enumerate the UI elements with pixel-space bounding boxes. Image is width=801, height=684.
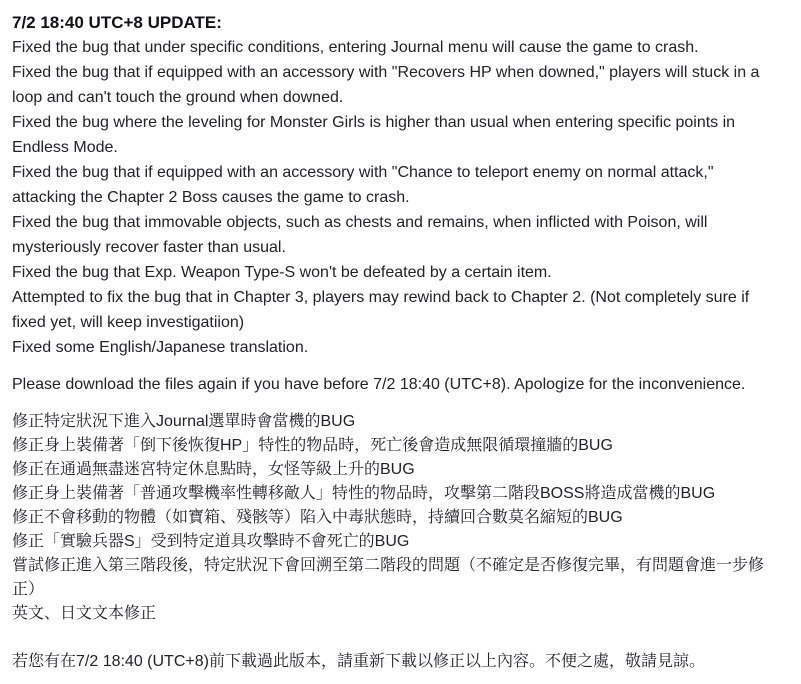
update-note-en-1: Fixed the bug that under specific conditions, entering Journal menu will cause the game to crash. [12,39,699,56]
update-title: 7/2 18:40 UTC+8 UPDATE: [12,13,222,32]
update-note-zh-4: 修正身上裝備著「普通攻擊機率性轉移敵人」特性的物品時，攻擊第二階段BOSS將造成當機的BUG [12,485,716,502]
update-note-en-5: Fixed the bug that immovable objects, such as chests and remains, when inflicted with Poison, will mysteriously recover faster than usual. [12,214,708,256]
chinese-notes-section [12,410,777,626]
update-note-zh-3: 修正在通過無盡迷宮特定休息點時，女怪等級上升的BUG [12,461,415,478]
update-note-zh-7: 嘗試修正進入第三階段後，特定狀況下會回溯至第二階段的問題（不確定是否修復完畢，有問題會進一步修正） [12,557,765,598]
redownload-note-en: Please download the files again if you have before 7/2 18:40 (UTC+8). Apologize for the inconvenience. [12,376,746,393]
update-note-en-7: Attempted to fix the bug that in Chapter 3, players may rewind back to Chapter 2. (Not completely sure if fixed yet, will keep investigatiion) [12,289,750,331]
update-note-en-3: Fixed the bug where the leveling for Monster Girls is higher than usual when entering specific points in Endless Mode. [12,114,736,156]
english-notes-section [12,35,777,360]
update-note-zh-5: 修正不會移動的物體（如寶箱、殘骸等）陷入中毒狀態時，持續回合數莫名縮短的BUG [12,509,623,526]
update-note-en-2: Fixed the bug that if equipped with an accessory with "Recovers HP when downed," players will stuck in a loop and can't touch the ground when downed. [12,64,760,106]
update-note-en-4: Fixed the bug that if equipped with an accessory with "Chance to teleport enemy on normal attack," attacking the Chapter 2 Boss causes the game to crash. [12,164,714,206]
update-note-zh-8: 英文、日文文本修正 [12,605,157,622]
redownload-note-zh: 若您有在7/2 18:40 (UTC+8)前下載過此版本，請重新下載以修正以上內容。不便之處，敬請見諒。 [12,653,705,670]
update-note-en-6: Fixed the bug that Exp. Weapon Type-S won't be defeated by a certain item. [12,264,552,281]
update-note-zh-1: 修正特定狀況下進入Journal選單時會當機的BUG [12,413,356,430]
update-note-en-8: Fixed some English/Japanese translation. [12,339,309,356]
update-note-zh-6: 修正「實驗兵器S」受到特定道具攻擊時不會死亡的BUG [12,533,410,550]
update-note-zh-2: 修正身上裝備著「倒下後恢復HP」特性的物品時，死亡後會造成無限循環撞牆的BUG [12,437,613,454]
